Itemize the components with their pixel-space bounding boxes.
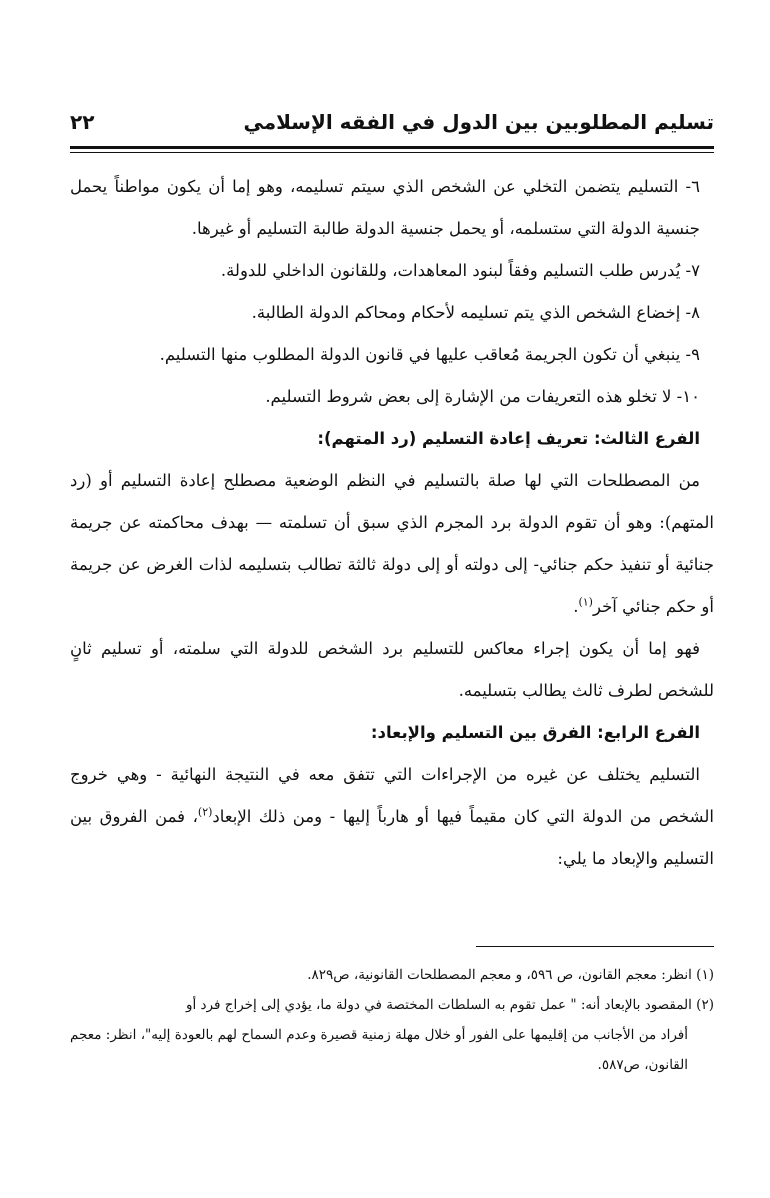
footnote-ref-1: (١) — [578, 595, 593, 609]
running-header — [70, 110, 714, 144]
paragraph-reextradition-end: . — [573, 597, 579, 616]
list-item-9: ٩- ينبغي أن تكون الجريمة مُعاقب عليها في قانون الدولة المطلوب منها التسليم. — [159, 345, 700, 364]
footnote-1: (١) انظر: معجم القانون، ص ٥٩٦، و معجم المصطلحات القانونية، ص٨٢٩. — [307, 967, 714, 983]
paragraph-deportation-end: ، فمن الفروق بين التسليم والإبعاد ما يلي: — [70, 807, 714, 868]
header-rule-thin — [70, 152, 714, 153]
header-title: تسليم المطلوبين بين الدول في الفقه الإسلامي — [243, 110, 714, 134]
list-item-7: ٧- يُدرس طلب التسليم وفقاً لبنود المعاهدات، وللقانون الداخلي للدولة. — [220, 261, 700, 280]
main-text — [70, 166, 714, 880]
section-heading-4: الفرع الرابع: الفرق بين التسليم والإبعاد: — [370, 723, 700, 742]
paragraph-reverse-procedure: فهو إما أن يكون إجراء معاكس للتسليم برد الشخص للدولة التي سلمته، أو تسليم ثانٍ للشخص لطرف ثالث يطالب بتسليمه. — [70, 639, 714, 700]
list-item-6: ٦- التسليم يتضمن التخلي عن الشخص الذي سيتم تسليمه، وهو إما أن يكون مواطناً يحمل جنسية الدولة التي ستسلمه، أو يحمل جنسية الدولة طالبة التسليم أو غيرها. — [70, 177, 700, 238]
footnote-2-continued: أفراد من الأجانب من إقليمها على الفور أو خلال مهلة زمنية قصيرة وعدم السماح لهم بالعودة إليه"، انظر: معجم القانون، ص٥٨٧. — [70, 1027, 688, 1073]
paragraph-deportation — [70, 754, 714, 880]
footnote-ref-2: (٢) — [197, 805, 213, 819]
list-item-8: ٨- إخضاع الشخص الذي يتم تسليمه لأحكام ومحاكم الدولة الطالبة. — [251, 303, 700, 322]
header-rule-thick — [70, 146, 714, 149]
footnote-separator — [476, 946, 714, 947]
list-item-10: ١٠- لا تخلو هذه التعريفات من الإشارة إلى بعض شروط التسليم. — [265, 387, 700, 406]
paragraph-reextradition — [70, 460, 714, 628]
footnotes — [70, 960, 714, 1080]
footnote-2-line-1: (٢) المقصود بالإبعاد أنه: " عمل تقوم به السلطات المختصة في دولة ما، يؤدي إلى إخراج فرد أو — [185, 997, 714, 1013]
page-number: ٢٢ — [70, 110, 95, 134]
book-page — [70, 0, 714, 1198]
section-heading-3: الفرع الثالث: تعريف إعادة التسليم (رد المتهم): — [317, 429, 700, 448]
paragraph-deportation-text: التسليم يختلف عن غيره من الإجراءات التي تتفق معه في النتيجة النهائية - وهي خروج الشخص من الدولة التي كان مقيماً فيها أو هارباً إليها - ومن ذلك الإبعاد — [70, 765, 714, 826]
paragraph-reextradition-text: من المصطلحات التي لها صلة بالتسليم في النظم الوضعية مصطلح إعادة التسليم أو (رد المتهم): وهو أن تقوم الدولة برد المجرم الذي سبق أن تسلمته — بهدف محاكمته عن جريمة جنائية أو تنفيذ حكم جنائي- إلى دولته أو إلى دولة ثالثة تطالب بتسليمه لذات الغرض عن جريمة أو حكم جنائي آخر — [70, 471, 714, 616]
